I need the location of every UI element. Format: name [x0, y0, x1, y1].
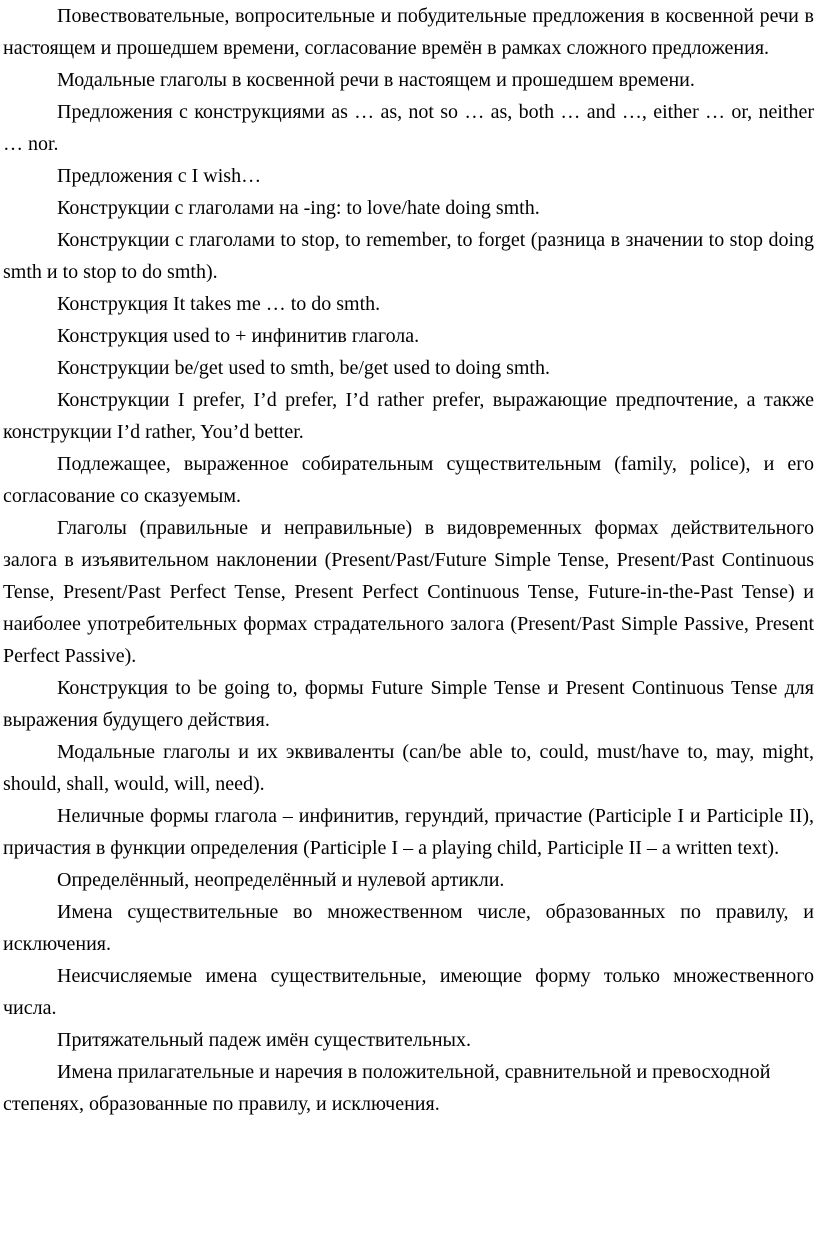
paragraph-prefer-constructions: Конструкции I prefer, I’d prefer, I’d rather prefer, выражающие предпочтение, а также конструкции I’d rather, You’d better.	[3, 389, 814, 443]
paragraph-stop-remember-forget: Конструкции с глаголами to stop, to remember, to forget (разница в значении to stop doing smth и to stop to do smth).	[3, 229, 814, 283]
paragraph-modal-equivalents: Модальные глаголы и их эквиваленты (can/be able to, could, must/have to, may, might, should, shall, would, will, need).	[3, 741, 814, 795]
paragraph-ing-constructions: Конструкции с глаголами на -ing: to love/hate doing smth.	[57, 197, 540, 219]
paragraph-plural-nouns: Имена существительные во множественном числе, образованных по правилу, и исключения.	[3, 901, 814, 955]
paragraph-uncountable-nouns: Неисчисляемые имена существительные, имеющие форму только множественного числа.	[3, 965, 814, 1019]
paragraph-collective-nouns: Подлежащее, выраженное собирательным существительным (family, police), и его согласование со сказуемым.	[3, 453, 814, 507]
paragraph-verb-tenses: Глаголы (правильные и неправильные) в видовременных формах действительного залога в изъявительном наклонении (Present/Past/Future Simple Tense, Present/Past Continuous Tense, Present/Past Perfect Tense, Present Perfect Continuous Tense, Future-in-the-Past Tense) и наиболее употребительных формах страдательного залога (Present/Past Simple Passive, Present Perfect Passive).	[3, 517, 814, 667]
paragraph-comparison-constructions: Предложения с конструкциями as … as, not so … as, both … and …, either … or, neither … nor.	[3, 101, 814, 155]
paragraph-non-finite-forms: Неличные формы глагола – инфинитив, герундий, причастие (Participle I и Participle II), причастия в функции определения (Participle I – a playing child, Participle II – a written text).	[3, 805, 814, 859]
paragraph-it-takes-me: Конструкция It takes me … to do smth.	[57, 293, 381, 315]
paragraph-be-get-used-to: Конструкции be/get used to smth, be/get used to doing smth.	[57, 357, 550, 379]
paragraph-modal-reported-speech: Модальные глаголы в косвенной речи в настоящем и прошедшем времени.	[57, 69, 695, 91]
paragraph-future-action: Конструкция to be going to, формы Future Simple Tense и Present Continuous Tense для выражения будущего действия.	[3, 677, 814, 731]
paragraph-possessive-case: Притяжательный падеж имён существительных.	[57, 1029, 471, 1051]
paragraph-articles: Определённый, неопределённый и нулевой артикли.	[57, 869, 505, 891]
paragraph-i-wish: Предложения с I wish…	[57, 165, 262, 187]
paragraph-adjectives-adverbs: Имена прилагательные и наречия в положительной, сравнительной и превосходной степенях, образованные по правилу, и исключения.	[3, 1061, 771, 1115]
paragraph-used-to: Конструкция used to + инфинитив глагола.	[57, 325, 420, 347]
paragraph-reported-speech: Повествовательные, вопросительные и побудительные предложения в косвенной речи в настоящем и прошедшем времени, согласование времён в рамках сложного предложения.	[3, 5, 814, 59]
